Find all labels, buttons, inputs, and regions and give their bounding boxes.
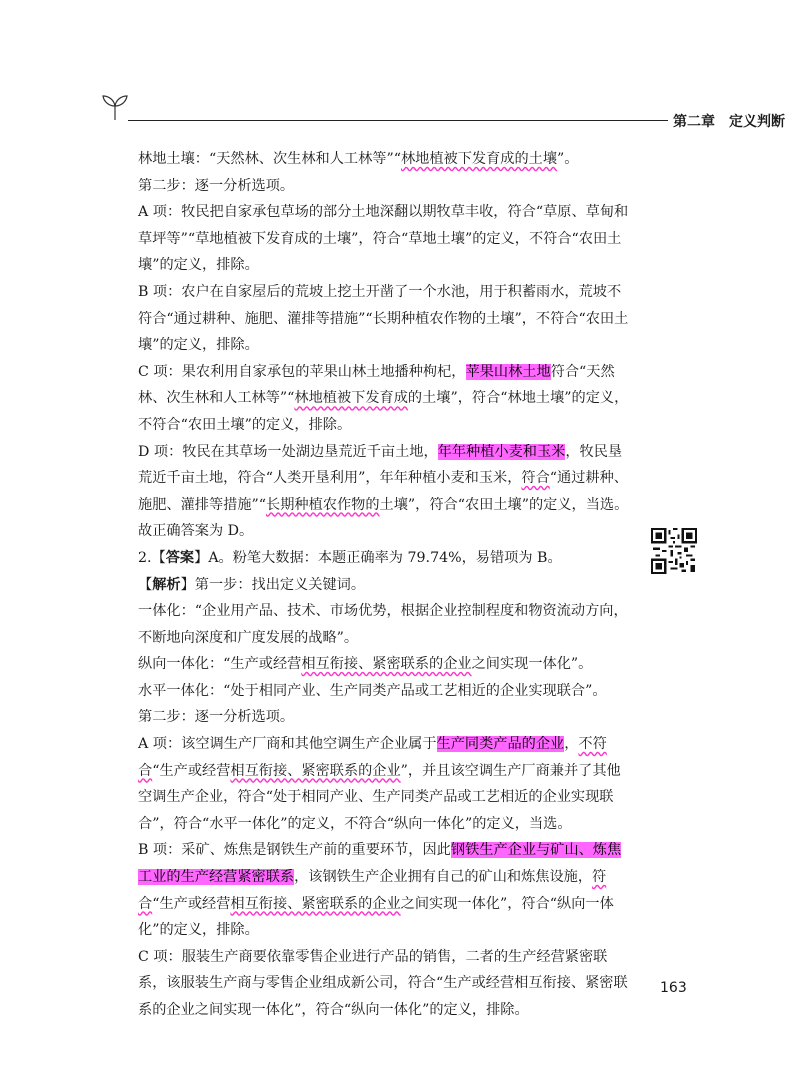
paragraph [138, 199, 632, 279]
text-run: 】A。粉笔大数据：本题正确率为 79.74%，易错项为 B。 [194, 549, 562, 566]
text-run: 故正确答案为 D。 [138, 523, 254, 540]
text-run: C 项：果农利用自家承包的苹果山林土地播种枸杞， [138, 363, 466, 380]
text-run: “生产或经营 [152, 895, 231, 912]
text-run: 土壤”，符合“农田土壤”的定义，当选。 [379, 496, 629, 513]
paragraph [138, 678, 632, 705]
text-run: D 项：牧民在其草场一处湖边垦荒近千亩土地， [138, 443, 438, 460]
bold-text: 解析 [152, 576, 181, 593]
underlined-text: 林地植被下发育成的土壤 [400, 151, 558, 167]
paragraph [138, 279, 632, 359]
text-run: 【 [138, 576, 153, 593]
text-run: 纵向一体化：“生产或经营 [138, 656, 302, 673]
paragraph [138, 731, 632, 837]
text-run: ”。 [557, 151, 579, 167]
text-run: 之间实现一体化”。 [471, 656, 593, 673]
paragraph [138, 572, 632, 599]
underlined-text: 长期种植农作物的 [266, 496, 380, 513]
paragraph [138, 598, 632, 651]
underlined-text: 相互衔接、紧密联系的企业 [301, 656, 472, 673]
underlined-text: 不符合 [138, 736, 607, 779]
text-run: 一体化：“企业用产品、技术、市场优势，根据企业控制程度和物资流动方向，不断地向深度和广度发展的战略”。 [138, 603, 628, 646]
text-run: 第二步：逐一分析选项。 [138, 709, 295, 726]
text-run: “通过耕种、施肥、灌排等措施”“ [138, 470, 628, 513]
paragraph [138, 545, 632, 572]
text-run: 2.【 [138, 549, 166, 566]
text-run: 之间实现一体化”，符合“纵向一体化”的定义，排除。 [138, 895, 614, 939]
page-header [100, 92, 785, 130]
qr-code-icon [651, 528, 697, 574]
text-run: 水平一体化：“处于相同产业、生产同类产品或工艺相近的企业实现联合”。 [138, 682, 607, 699]
text-run: A 项：牧民把自家承包草场的部分土地深翻以期牧草丰收，符合“草原、草甸和草坪等”“草地植被下发育成的土壤”，符合“草地土壤”的定义，不符合“农田土壤”的定义，排除。 [138, 204, 629, 274]
document-body [138, 146, 632, 1024]
paragraph [138, 704, 632, 731]
text-run: ， [564, 736, 579, 753]
paragraph [138, 518, 632, 545]
text-run: B 项：采矿、炼焦是钢铁生产前的重要环节，因此 [138, 842, 451, 859]
paragraph [138, 359, 632, 439]
bold-text: 答案 [165, 549, 195, 566]
paragraph [138, 173, 632, 200]
page-number: 163 [660, 980, 687, 996]
text-run: 第二步：逐一分析选项。 [138, 177, 295, 194]
paragraph [138, 651, 632, 678]
underlined-text: 相互衔接、紧密联系的企业 [230, 762, 401, 779]
paragraph [138, 837, 632, 943]
paragraph [138, 439, 632, 519]
underlined-text: 相互衔接、紧密联系的企业 [230, 895, 401, 912]
text-run: 】第一步：找出定义关键词。 [180, 576, 366, 593]
text-run: A 项：该空调生产厂商和其他空调生产企业属于 [138, 736, 437, 753]
text-run: ，该钢铁生产企业拥有自己的矿山和炼焦设施， [294, 869, 593, 886]
text-run: ，牧民垦荒近千亩土地，符合“人类开垦利用”，年年种植小麦和玉米， [138, 443, 623, 487]
text-run: C 项：服装生产商要依靠零售企业进行产品的销售，二者的生产经营紧密联系，该服装生产商与零售企业组成新公司，符合“生产或经营相互衔接、紧密联系的企业之间实现一体化”，符合“纵向一体化”的定义，排除。 [138, 948, 628, 1018]
paragraph [138, 146, 632, 173]
text-run: B 项：农户在自家屋后的荒坡上挖土开凿了一个水池，用于积蓄雨水，荒坡不符合“通过耕种、施肥、灌排等措施”“长期种植农作物的土壤”，不符合“农田土壤”的定义，排除。 [138, 283, 629, 354]
text-run: ”，并且该空调生产厂商兼并了其他空调生产企业，符合“处于相同产业、生产同类产品或工艺相近的企业实现联合”，符合“水平一体化”的定义，不符合“纵向一体化”的定义，当选。 [138, 762, 621, 832]
leaf-icon [100, 92, 130, 122]
text-run: “生产或经营 [152, 762, 231, 779]
text-run: 符合“天然林、次生林和人工林等”“ [138, 363, 615, 407]
underlined-text: 林地植被下发育成 [294, 390, 408, 407]
highlighted-text: 苹果山林土地 [465, 363, 551, 380]
text-run: 的土壤”，符合“林地土壤”的定义，不符合“农田土壤”的定义，排除。 [138, 390, 629, 433]
highlighted-text: 生产同类产品的企业 [436, 736, 565, 753]
paragraph [138, 944, 632, 1024]
highlighted-text: 年年种植小麦和玉米 [437, 443, 566, 460]
chapter-title: 第二章 定义判断 [673, 114, 785, 130]
highlighted-text: 钢铁生产企业与矿山、炼焦工业的生产经营紧密联系 [138, 842, 622, 886]
underlined-text: 符合 [521, 470, 550, 487]
header-rule [128, 120, 668, 121]
text-run: 林地土壤：“天然林、次生林和人工林等”“ [138, 151, 401, 167]
underlined-text: 符合 [138, 869, 607, 912]
